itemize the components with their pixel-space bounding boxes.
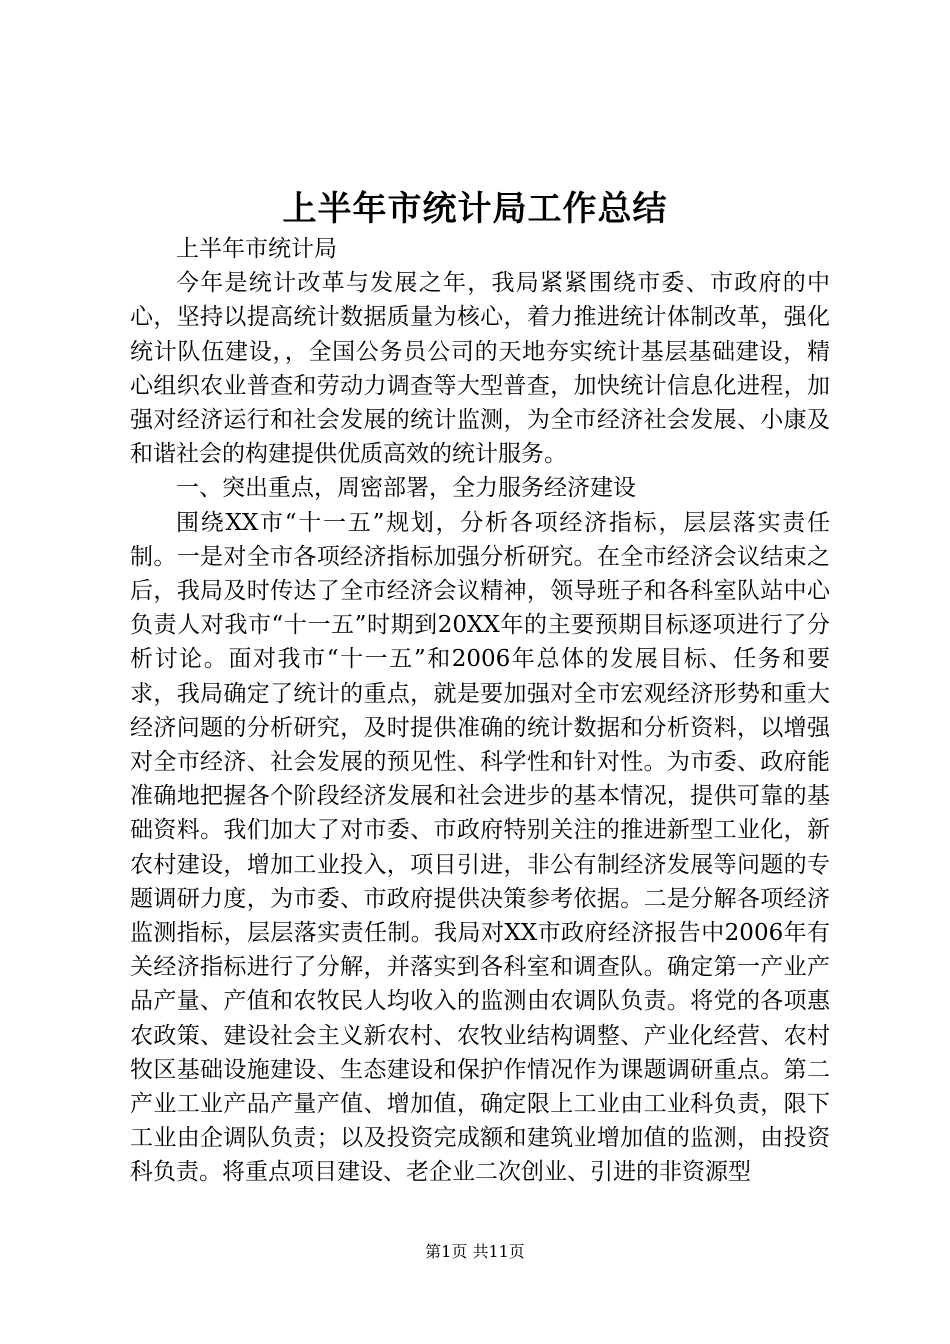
section-heading-1: 一、突出重点，周密部署，全力服务经济建设 [176,475,636,502]
document-body [130,232,830,1190]
document-title: 上半年市统计局工作总结 [282,189,668,229]
page-footer: 第1页 共11页 [425,1242,525,1261]
paragraph-section-1: 围绕XX市“十一五”规划，分析各项经济指标，层层落实责任制。一是对全市各项经济指标加强分析研究。在全市经济会议结束之后，我局及时传达了全市经济会议精神，领导班子和各科室队站中心负责人对我市“十一五”时期到20XX年的主要预期目标逐项进行了分析讨论。面对我市“十一五”和2006年总体的发展目标、任务和要求，我局确定了统计的重点，就是要加强对全市宏观经济形势和重大经济问题的分析研究，及时提供准确的统计数据和分析资料，以增强对全市经济、社会发展的预见性、科学性和针对性。为市委、政府能准确地把握各个阶段经济发展和社会进步的基本情况，提供可靠的基础资料。我们加大了对市委、市政府特别关注的推进新型工业化，新农村建设，增加工业投入，项目引进，非公有制经济发展等问题的专题调研力度，为市委、市政府提供决策参考依据。二是分解各项经济监测指标，层层落实责任制。我局对XX市政府经济报告中2006年有关经济指标进行了分解，并落实到各科室和调查队。确定第一产业产品产量、产值和农牧民人均收入的监测由农调队负责。将党的各项惠农政策、建设社会主义新农村、农牧业结构调整、产业化经营、农村牧区基础设施建设、生态建设和保护作情况作为课题调研重点。第二产业工业产品产量产值、增加值，确定限上工业由工业科负责，限下工业由企调队负责；以及投资完成额和建筑业增加值的监测，由投资科负责。将重点项目建设、老企业二次创业、引进的非资源型 [130,509,830,1186]
paragraph-intro: 今年是统计改革与发展之年，我局紧紧围绕市委、市政府的中心，坚持以提高统计数据质量为核心，着力推进统计体制改革，强化统计队伍建设，，全国公务员公司的天地夯实统计基层基础建设，精心组织农业普查和劳动力调查等大型普查，加快统计信息化进程，加强对经济运行和社会发展的统计监测，为全市经济社会发展、小康及和谐社会的构建提供优质高效的统计服务。 [130,270,830,468]
paragraph-heading-org: 上半年市统计局 [176,236,337,262]
